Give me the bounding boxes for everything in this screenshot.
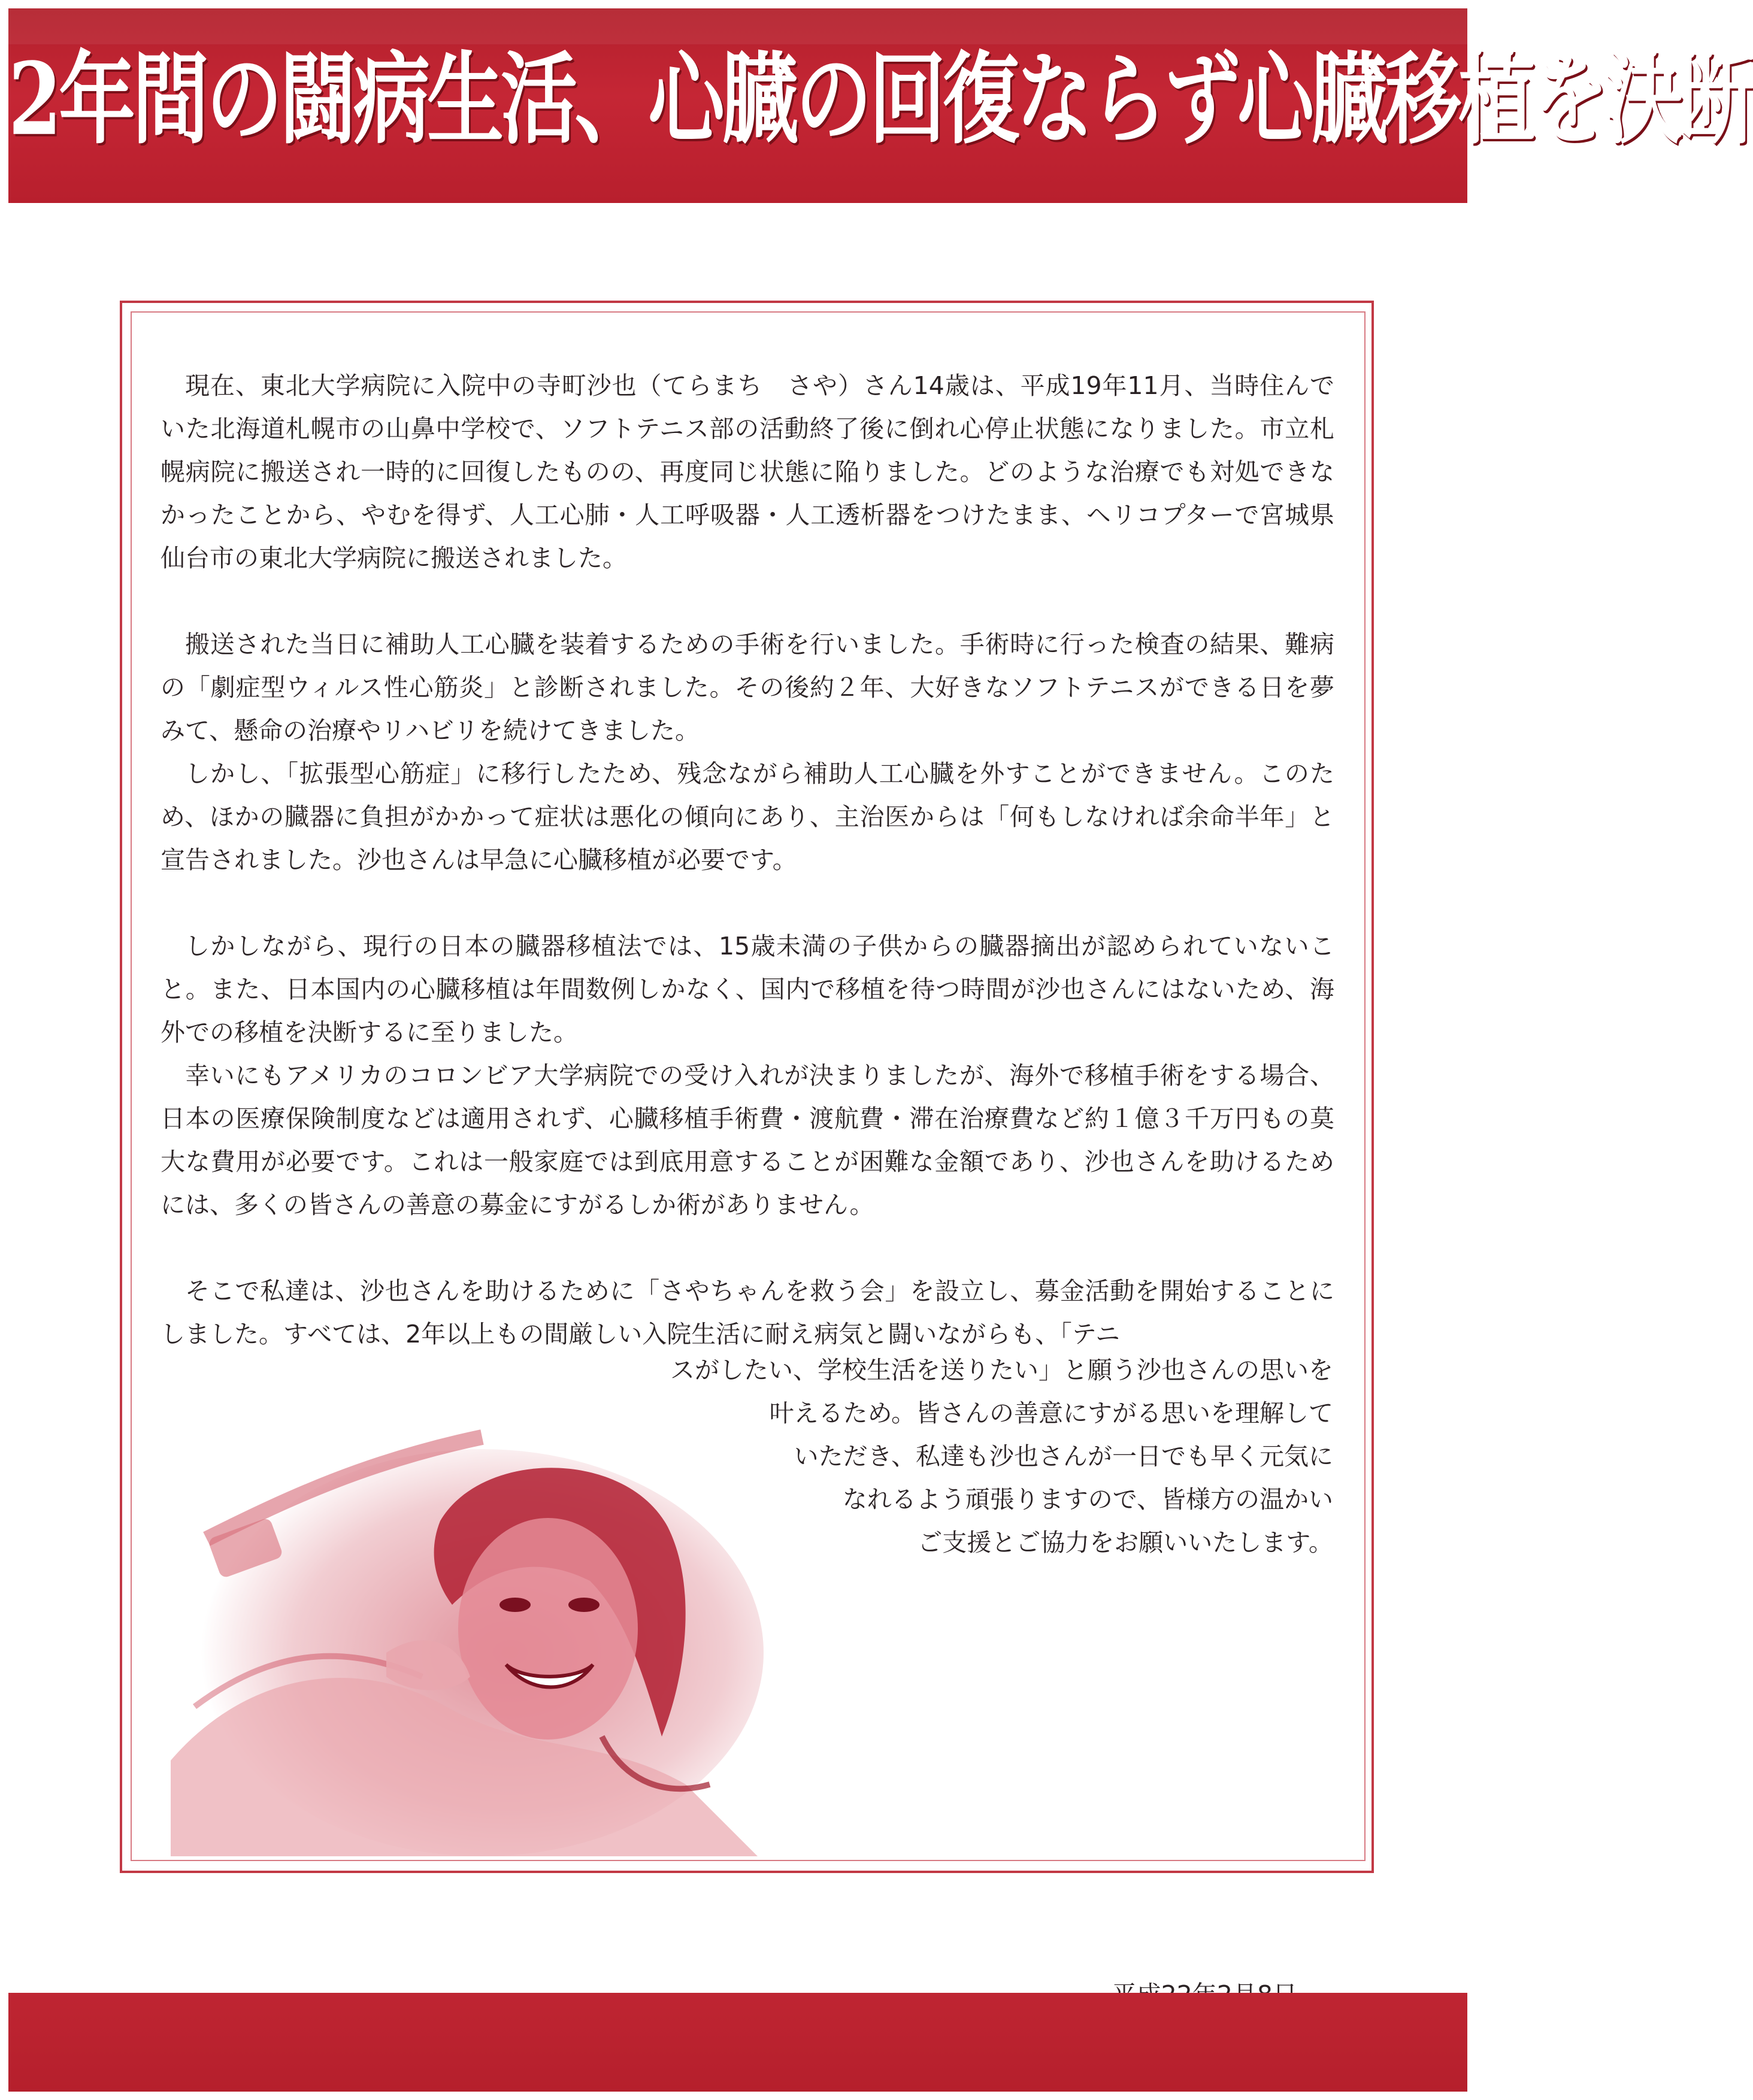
article-body — [161, 364, 1334, 1356]
paragraph-4: しかしながら、現行の日本の臓器移植法では、15歳未満の子供からの臓器摘出が認められていないこと。また、日本国内の心臓移植は年間数例しかなく、国内で移植を待つ時間が沙也さんにはないため、海外での移植を決断するに至りました。 — [161, 932, 1334, 1047]
paragraph-6: そこで私達は、沙也さんを助けるために「さやちゃんを救う会」を設立し、募金活動を開始することにしました。すべては、2年以上もの間厳しい入院生活に耐え病気と闘いながらも、「テニ — [161, 1277, 1334, 1349]
closing-line: なれるよう頑張りますので、皆様方の温かい — [842, 1485, 1333, 1514]
paragraph-2: 搬送された当日に補助人工心臓を装着するための手術を行いました。手術時に行った検査の結果、難病の「劇症型ウィルス性心筋炎」と診断されました。その後約２年、大好きなソフトテニスができる日を夢みて、懸命の治療やリハビリを続けてきました。 — [161, 630, 1334, 745]
paragraph-gap — [161, 881, 1334, 925]
header-banner — [8, 8, 1753, 203]
closing-line: ご支援とご協力をお願いいたします。 — [918, 1528, 1333, 1557]
paragraph-5: 幸いにもアメリカのコロンビア大学病院での受け入れが決まりましたが、海外で移植手術をする場合、日本の医療保険制度などは適用されず、心臓移植手術費・渡航費・滞在治療費など約１億３千万円もの莫大な費用が必要です。これは一般家庭では到底用意することが困難な金額であり、沙也さんを助けるためには、多くの皆さんの善意の募金にすがるしか術がありません。 — [161, 1061, 1335, 1219]
closing-line: スがしたい、学校生活を送りたい」と願う沙也さんの思いを — [670, 1356, 1333, 1384]
paragraph-3: しかし、「拡張型心筋症」に移行したため、残念ながら補助人工心臓を外すことができません。このため、ほかの臓器に負担がかかって症状は悪化の傾向にあり、主治医からは「何もしなければ余命半年」と宣告されました。沙也さんは早急に心臓移植が必要です。 — [161, 759, 1334, 874]
paragraph-1: 現在、東北大学病院に入院中の寺町沙也（てらまち さや）さん14歳は、平成19年11月、当時住んでいた北海道札幌市の山鼻中学校で、ソフトテニス部の活動終了後に倒れ心停止状態になりました。市立札幌病院に搬送され一時的に回復したものの、再度同じ状態に陥りました。どのような治療でも対処できなかったことから、やむを得ず、人工心肺・人工呼吸器・人工透析器をつけたまま、ヘリコプターで宮城県仙台市の東北大学病院に搬送されました。 — [161, 371, 1334, 572]
paragraph-gap — [161, 580, 1334, 623]
footer-banner — [8, 1993, 1467, 2092]
closing-line: いただき、私達も沙也さんが一日でも早く元気に — [794, 1442, 1333, 1471]
girl-portrait-photo — [171, 1425, 770, 1856]
paragraph-gap — [161, 1226, 1334, 1269]
page-title: 2年間の闘病生活、心臓の回復ならず心臓移植を決断 — [8, 41, 1753, 158]
closing-line: 叶えるため。皆さんの善意にすがる思いを理解して — [769, 1399, 1333, 1428]
